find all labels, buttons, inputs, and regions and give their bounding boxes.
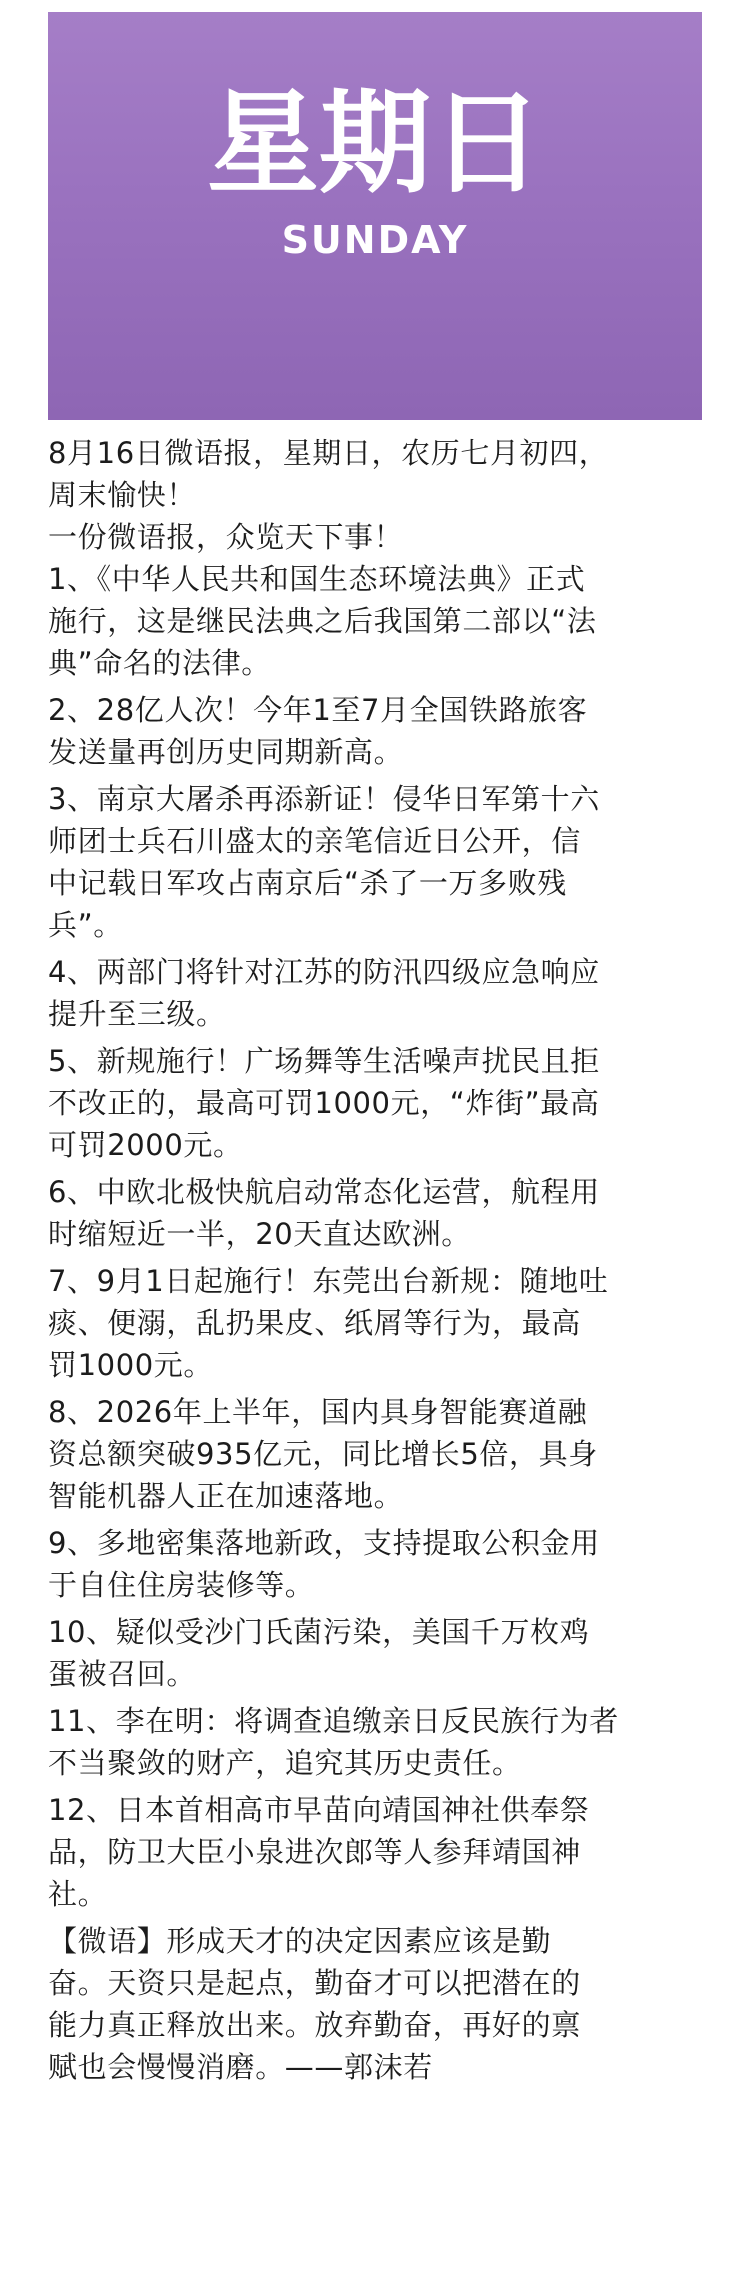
news-content: [48, 432, 708, 2088]
tagline-paragraph: [48, 516, 708, 558]
text-line: 【微语】形成天才的决定因素应该是勤: [48, 1924, 552, 1958]
text-line: 典”命名的法律。: [48, 646, 271, 680]
text-line: 8、2026年上半年，国内具身智能赛道融: [48, 1395, 588, 1429]
text-line: 痰、便溺，乱扔果皮、纸屑等行为，最高: [48, 1306, 581, 1340]
text-line: 11、李在明：将调查追缴亲日反民族行为者: [48, 1704, 619, 1738]
text-line: 12、日本首相高市早苗向靖国神社供奉祭: [48, 1793, 590, 1827]
text-line: 2、28亿人次！今年1至7月全国铁路旅客: [48, 693, 588, 727]
text-line: 兵”。: [48, 908, 123, 942]
text-line: 社。: [48, 1877, 108, 1911]
text-line: 1、《中华人民共和国生态环境法典》正式: [48, 562, 586, 596]
news-item-3: [48, 778, 708, 946]
text-line: 智能机器人正在加速落地。: [48, 1479, 404, 1513]
text-line: 5、新规施行！广场舞等生活噪声扰民且拒: [48, 1044, 600, 1078]
news-item-11: [48, 1700, 708, 1784]
news-item-9: [48, 1522, 708, 1606]
text-line: 资总额突破935亿元，同比增长5倍，具身: [48, 1437, 598, 1471]
text-line: 时缩短近一半，20天直达欧洲。: [48, 1217, 471, 1251]
text-line: 10、疑似受沙门氏菌污染，美国千万枚鸡: [48, 1615, 590, 1649]
text-line: 8月16日微语报，星期日，农历七月初四，: [48, 436, 609, 470]
news-item-5: [48, 1040, 708, 1166]
text-line: 3、南京大屠杀再添新证！侵华日军第十六: [48, 782, 600, 816]
text-line: 蛋被召回。: [48, 1657, 197, 1691]
text-line: 可罚2000元。: [48, 1128, 243, 1162]
news-item-4: [48, 951, 708, 1035]
news-item-2: [48, 689, 708, 773]
text-line: 发送量再创历史同期新高。: [48, 735, 404, 769]
news-item-1: [48, 558, 708, 684]
banner-subtitle: SUNDAY: [281, 218, 469, 262]
text-line: 师团士兵石川盛太的亲笔信近日公开，信: [48, 824, 581, 858]
sunday-banner: [48, 12, 702, 420]
news-item-7: [48, 1260, 708, 1386]
text-line: 品，防卫大臣小泉进次郎等人参拜靖国神: [48, 1835, 581, 1869]
text-line: 赋也会慢慢消磨。——郭沫若: [48, 2050, 433, 2084]
text-line: 9、多地密集落地新政，支持提取公积金用: [48, 1526, 600, 1560]
text-line: 提升至三级。: [48, 997, 226, 1031]
text-line: 一份微语报，众览天下事！: [48, 520, 404, 554]
text-line: 不改正的，最高可罚1000元，“炸街”最高: [48, 1086, 600, 1120]
text-line: 奋。天资只是起点，勤奋才可以把潜在的: [48, 1966, 581, 2000]
text-line: 施行，这是继民法典之后我国第二部以“法: [48, 604, 597, 638]
text-line: 不当聚敛的财产，追究其历史责任。: [48, 1746, 522, 1780]
text-line: 4、两部门将针对江苏的防汛四级应急响应: [48, 955, 600, 989]
text-line: 周末愉快！: [48, 478, 197, 512]
text-line: 于自住住房装修等。: [48, 1568, 315, 1602]
text-line: 能力真正释放出来。放弃勤奋，再好的禀: [48, 2008, 581, 2042]
weiyu-quote: [48, 1920, 708, 2088]
news-item-12: [48, 1789, 708, 1915]
news-item-6: [48, 1171, 708, 1255]
text-line: 6、中欧北极快航启动常态化运营，航程用: [48, 1175, 600, 1209]
news-item-10: [48, 1611, 708, 1695]
intro-paragraph: [48, 432, 708, 516]
news-item-8: [48, 1391, 708, 1517]
banner-title: 星期日: [207, 79, 543, 209]
text-line: 中记载日军攻占南京后“杀了一万多败残: [48, 866, 567, 900]
text-line: 7、9月1日起施行！东莞出台新规：随地吐: [48, 1264, 609, 1298]
text-line: 罚1000元。: [48, 1348, 214, 1382]
